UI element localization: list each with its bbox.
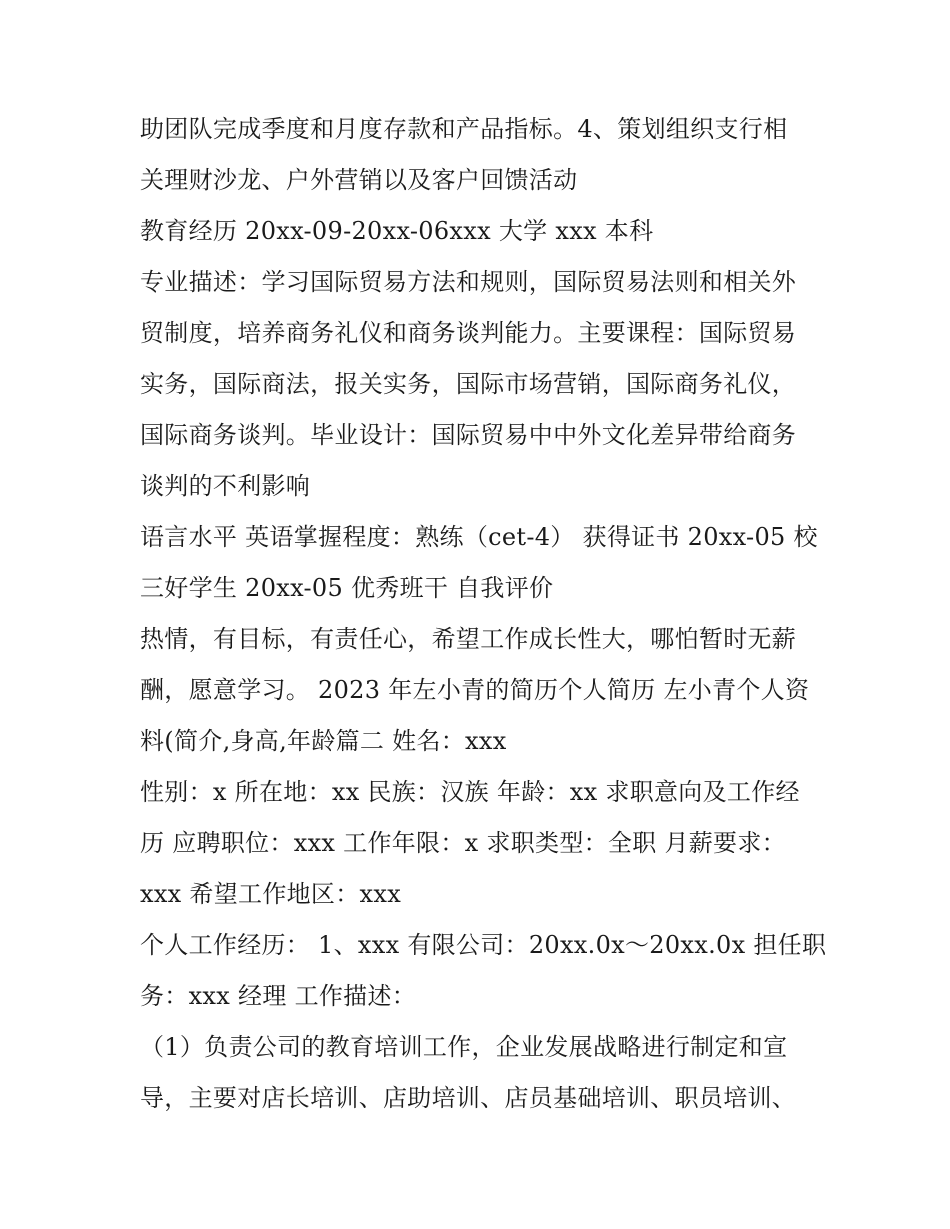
text-line: 贸制度，培养商务礼仪和商务谈判能力。主要课程：国际贸易: [140, 319, 797, 347]
text-line: 三好学生 20xx-05 优秀班干 自我评价: [140, 574, 554, 602]
text-line: 实务，国际商法，报关实务，国际市场营销，国际商务礼仪，: [140, 370, 797, 398]
text-line: 个人工作经历： 1、xxx 有限公司：20xx.0x～20xx.0x 担任职: [140, 931, 827, 959]
text-line: 谈判的不利影响: [140, 472, 311, 500]
text-line: 料(简介,身高,年龄篇二 姓名：xxx: [140, 727, 507, 755]
text-line: 热情，有目标，有责任心，希望工作成长性大，哪怕暂时无薪: [140, 625, 797, 653]
text-line: 语言水平 英语掌握程度：熟练（cet-4） 获得证书 20xx-05 校: [140, 523, 818, 551]
text-line: 教育经历 20xx-09-20xx-06xxx 大学 xxx 本科: [140, 217, 654, 245]
text-line: 专业描述：学习国际贸易方法和规则，国际贸易法则和相关外: [140, 268, 797, 296]
text-line: 务：xxx 经理 工作描述：: [140, 982, 417, 1010]
text-line: （1）负责公司的教育培训工作，企业发展战略进行制定和宣: [140, 1033, 788, 1061]
text-line: 助团队完成季度和月度存款和产品指标。4、策划组织支行相: [140, 115, 788, 143]
resume-body-text: [140, 104, 827, 1124]
text-line: 国际商务谈判。毕业设计：国际贸易中中外文化差异带给商务: [140, 421, 797, 449]
text-line: 酬，愿意学习。 2023 年左小青的简历个人简历 左小青个人资: [140, 676, 810, 704]
text-line: xxx 希望工作地区：xxx: [140, 880, 402, 908]
text-line: 历 应聘职位：xxx 工作年限：x 求职类型：全职 月薪要求：: [140, 829, 786, 857]
text-line: 性别：x 所在地：xx 民族：汉族 年龄：xx 求职意向及工作经: [140, 778, 800, 806]
text-line: 导，主要对店长培训、店助培训、店员基础培训、职员培训、: [140, 1084, 797, 1112]
text-line: 关理财沙龙、户外营销以及客户回馈活动: [140, 166, 578, 194]
